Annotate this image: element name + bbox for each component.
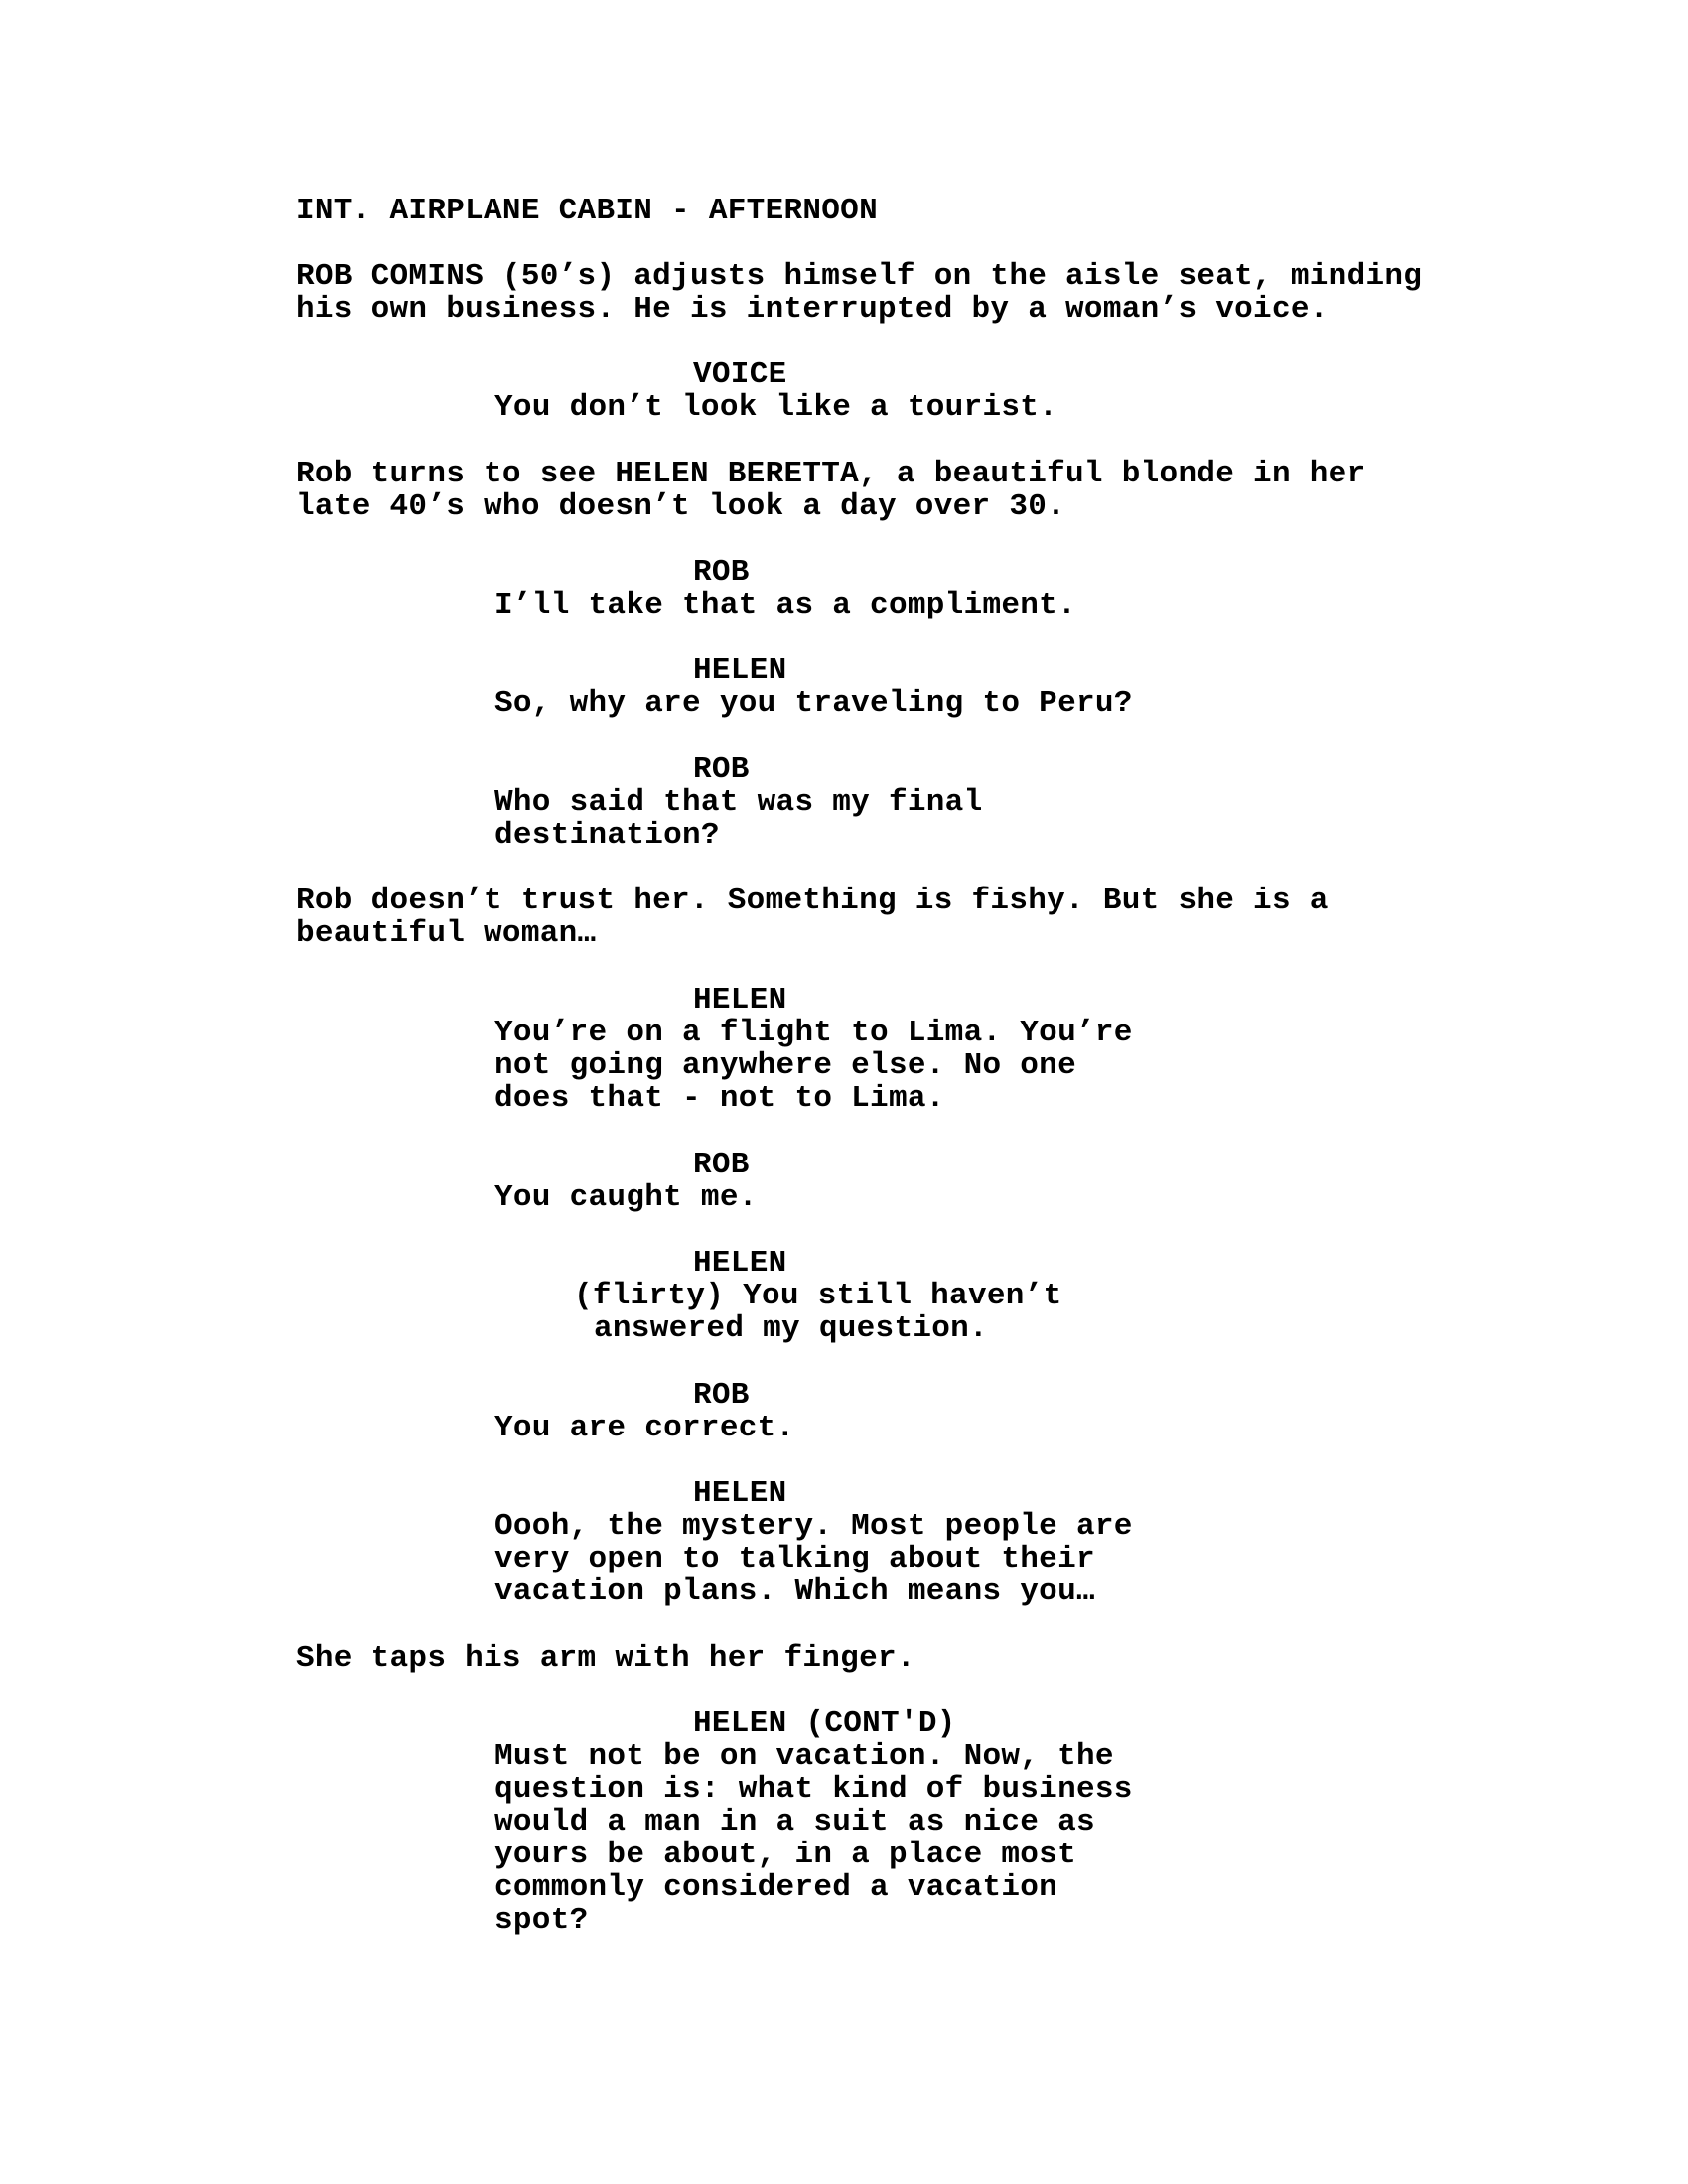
action-line: ROB COMINS (50’s) adjusts himself on the aisle seat, minding xyxy=(296,259,1423,294)
character-name: VOICE xyxy=(693,357,787,392)
dialogue-line: I’ll take that as a compliment. xyxy=(494,588,1076,622)
character-name: HELEN xyxy=(693,1476,787,1511)
character-name: ROB xyxy=(693,752,750,787)
dialogue-line: Who said that was my final xyxy=(494,785,983,820)
dialogue-line: not going anywhere else. No one xyxy=(494,1048,1076,1083)
character-name: HELEN xyxy=(693,653,787,688)
dialogue-line: You are correct. xyxy=(494,1411,795,1445)
dialogue-line: destination? xyxy=(494,818,720,853)
character-name: ROB xyxy=(693,1378,750,1413)
character-name: HELEN (CONT'D) xyxy=(693,1706,956,1741)
dialogue-line: does that - not to Lima. xyxy=(494,1081,945,1116)
action-line: his own business. He is interrupted by a woman’s voice. xyxy=(296,292,1329,327)
action-line: late 40’s who doesn’t look a day over 30. xyxy=(296,489,1066,524)
character-name: HELEN xyxy=(693,983,787,1018)
dialogue-line: would a man in a suit as nice as xyxy=(494,1805,1095,1840)
dialogue-line: yours be about, in a place most xyxy=(494,1838,1076,1872)
dialogue-line: Oooh, the mystery. Most people are xyxy=(494,1509,1133,1544)
dialogue-line: So, why are you traveling to Peru? xyxy=(494,686,1133,721)
parenthetical-line: answered my question. xyxy=(594,1311,988,1346)
dialogue-line: spot? xyxy=(494,1903,589,1938)
action-line: Rob turns to see HELEN BERETTA, a beautiful blonde in her xyxy=(296,457,1366,491)
action-line: beautiful woman… xyxy=(296,916,597,951)
dialogue-line: very open to talking about their xyxy=(494,1542,1095,1576)
dialogue-line: commonly considered a vacation xyxy=(494,1870,1058,1905)
dialogue-line: question is: what kind of business xyxy=(494,1772,1133,1807)
dialogue-line: You caught me. xyxy=(494,1180,758,1215)
dialogue-line: You’re on a flight to Lima. You’re xyxy=(494,1016,1133,1050)
dialogue-line: vacation plans. Which means you… xyxy=(494,1574,1095,1609)
dialogue-line: Must not be on vacation. Now, the xyxy=(494,1739,1114,1774)
character-name: ROB xyxy=(693,1148,750,1182)
action-line: Rob doesn’t trust her. Something is fishy. But she is a xyxy=(296,884,1329,918)
character-name: ROB xyxy=(693,555,750,590)
scene-heading: INT. AIRPLANE CABIN - AFTERNOON xyxy=(296,194,878,228)
dialogue-line: You don’t look like a tourist. xyxy=(494,390,1058,425)
character-name: HELEN xyxy=(693,1246,787,1281)
action-line: She taps his arm with her finger. xyxy=(296,1641,915,1676)
parenthetical-line: (flirty) You still haven’t xyxy=(574,1279,1062,1313)
